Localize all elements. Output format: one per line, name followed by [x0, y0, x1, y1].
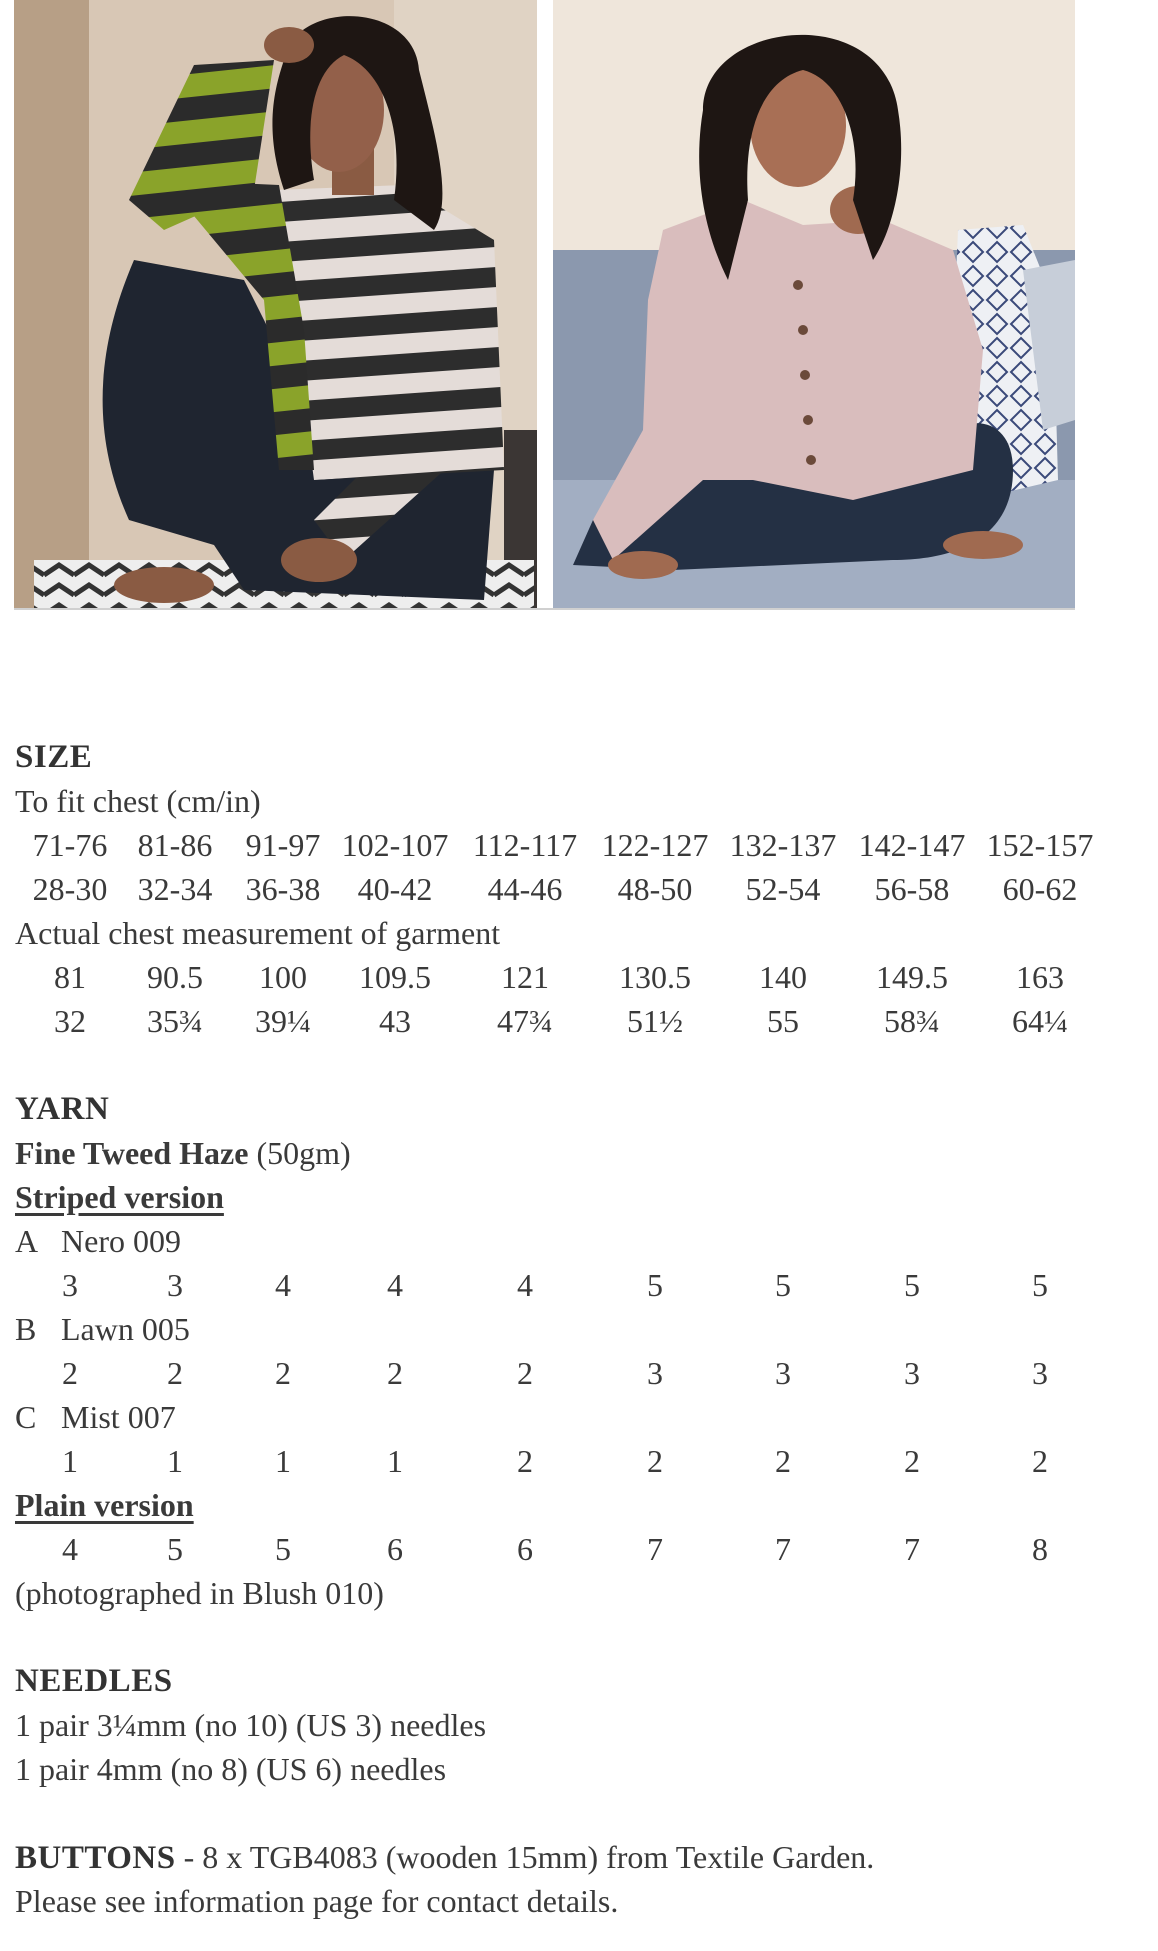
- yarn-color-c: [15, 1395, 1135, 1439]
- color-b-letter: B: [15, 1311, 37, 1347]
- fit-cm-6: 122-127: [601, 827, 709, 863]
- fit-chest-label: To fit chest (cm/in): [15, 783, 261, 819]
- plain-count-3: 5: [275, 1531, 291, 1567]
- fit-cm-3: 91-97: [245, 827, 321, 863]
- actual-in-4: 43: [379, 1003, 411, 1039]
- color-b-count-4: 2: [387, 1355, 403, 1391]
- actual-cm-3: 100: [259, 959, 307, 995]
- yarn-name-line: [15, 1131, 1135, 1175]
- color-a-name: Nero 009: [61, 1223, 181, 1259]
- color-a-count-7: 5: [775, 1267, 791, 1303]
- actual-in-2: 35¾: [147, 1003, 203, 1039]
- color-a-count-4: 4: [387, 1267, 403, 1303]
- fit-cm-2: 81-86: [137, 827, 213, 863]
- plain-count-6: 7: [647, 1531, 663, 1567]
- color-c-count-1: 1: [62, 1443, 78, 1479]
- pattern-info: [15, 735, 1135, 1923]
- color-a-letter: A: [15, 1223, 39, 1259]
- actual-in-3: 39¼: [255, 1003, 311, 1039]
- actual-cm-6: 130.5: [619, 959, 691, 995]
- actual-in-5: 47¾: [497, 1003, 553, 1039]
- fit-in-8: 56-58: [874, 871, 950, 907]
- color-a-counts: [15, 1263, 1135, 1307]
- actual-in-8: 58¾: [884, 1003, 940, 1039]
- color-a-count-9: 5: [1032, 1267, 1048, 1303]
- color-a-count-8: 5: [904, 1267, 920, 1303]
- fit-in-1: 28-30: [32, 871, 108, 907]
- yarn-weight: (50gm): [248, 1135, 351, 1171]
- plain-counts: [15, 1527, 1135, 1571]
- size-heading: SIZE: [15, 739, 93, 775]
- color-c-count-4: 1: [387, 1443, 403, 1479]
- buttons-text: - 8 x TGB4083 (wooden 15mm) from Textile Garden.: [175, 1839, 875, 1875]
- plain-count-8: 7: [904, 1531, 920, 1567]
- actual-in-6: 51½: [627, 1003, 683, 1039]
- color-c-count-6: 2: [647, 1443, 663, 1479]
- color-b-count-8: 3: [904, 1355, 920, 1391]
- color-a-count-3: 4: [275, 1267, 291, 1303]
- color-b-count-5: 2: [517, 1355, 533, 1391]
- plain-note: (photographed in Blush 010): [15, 1575, 384, 1611]
- yarn-color-b: [15, 1307, 1135, 1351]
- needle-item-1: 1 pair 3¼mm (no 10) (US 3) needles: [15, 1707, 487, 1743]
- fit-cm-4: 102-107: [341, 827, 449, 863]
- actual-cm-4: 109.5: [359, 959, 431, 995]
- color-b-count-1: 2: [62, 1355, 78, 1391]
- striped-version-label: Striped version: [15, 1179, 224, 1215]
- fit-in-6: 48-50: [617, 871, 693, 907]
- actual-in-row: [15, 999, 1135, 1043]
- actual-cm-row: [15, 955, 1135, 999]
- needles-heading: NEEDLES: [15, 1663, 173, 1699]
- fit-cm-5: 112-117: [472, 827, 578, 863]
- actual-cm-1: 81: [54, 959, 86, 995]
- plain-count-5: 6: [517, 1531, 533, 1567]
- color-c-counts: [15, 1439, 1135, 1483]
- yarn-color-a: [15, 1219, 1135, 1263]
- color-b-counts: [15, 1351, 1135, 1395]
- fit-cm-9: 152-157: [986, 827, 1094, 863]
- color-c-count-8: 2: [904, 1443, 920, 1479]
- photo-blush-cardigan: [553, 0, 1075, 609]
- fit-in-5: 44-46: [487, 871, 563, 907]
- fit-in-3: 36-38: [245, 871, 321, 907]
- actual-in-1: 32: [54, 1003, 86, 1039]
- needle-item-2: 1 pair 4mm (no 8) (US 6) needles: [15, 1751, 447, 1787]
- fit-in-7: 52-54: [745, 871, 821, 907]
- plain-version-label: Plain version: [15, 1487, 194, 1523]
- color-a-count-2: 3: [167, 1267, 183, 1303]
- actual-in-7: 55: [767, 1003, 799, 1039]
- actual-cm-8: 149.5: [876, 959, 948, 995]
- color-b-count-7: 3: [775, 1355, 791, 1391]
- photo-divider: [14, 608, 1075, 610]
- actual-chest-label: Actual chest measurement of garment: [15, 915, 501, 951]
- buttons-note: Please see information page for contact details.: [15, 1883, 619, 1919]
- color-c-count-9: 2: [1032, 1443, 1048, 1479]
- yarn-name: Fine Tweed Haze: [15, 1135, 249, 1171]
- color-c-count-2: 1: [167, 1443, 183, 1479]
- color-b-count-6: 3: [647, 1355, 663, 1391]
- buttons-line: [15, 1835, 1135, 1879]
- fit-in-row: [15, 867, 1135, 911]
- plain-count-7: 7: [775, 1531, 791, 1567]
- actual-in-9: 64¼: [1012, 1003, 1068, 1039]
- color-c-count-3: 1: [275, 1443, 291, 1479]
- fit-cm-row: [15, 823, 1135, 867]
- color-c-letter: C: [15, 1399, 37, 1435]
- color-a-count-6: 5: [647, 1267, 663, 1303]
- yarn-heading: YARN: [15, 1091, 110, 1127]
- actual-cm-9: 163: [1016, 959, 1064, 995]
- fit-in-4: 40-42: [357, 871, 433, 907]
- plain-count-4: 6: [387, 1531, 403, 1567]
- color-c-count-5: 2: [517, 1443, 533, 1479]
- photo-striped-sweater: [14, 0, 537, 609]
- color-b-name: Lawn 005: [61, 1311, 190, 1347]
- fit-cm-7: 132-137: [729, 827, 837, 863]
- buttons-heading: BUTTONS: [15, 1840, 176, 1876]
- actual-cm-7: 140: [759, 959, 807, 995]
- color-c-count-7: 2: [775, 1443, 791, 1479]
- fit-cm-1: 71-76: [32, 827, 108, 863]
- color-b-count-9: 3: [1032, 1355, 1048, 1391]
- fit-in-9: 60-62: [1002, 871, 1078, 907]
- actual-cm-5: 121: [501, 959, 549, 995]
- actual-cm-2: 90.5: [147, 959, 203, 995]
- fit-cm-8: 142-147: [858, 827, 966, 863]
- color-b-count-3: 2: [275, 1355, 291, 1391]
- color-a-count-5: 4: [517, 1267, 533, 1303]
- plain-count-9: 8: [1032, 1531, 1048, 1567]
- plain-count-2: 5: [167, 1531, 183, 1567]
- color-b-count-2: 2: [167, 1355, 183, 1391]
- plain-count-1: 4: [62, 1531, 78, 1567]
- color-a-count-1: 3: [62, 1267, 78, 1303]
- color-c-name: Mist 007: [61, 1399, 176, 1435]
- fit-in-2: 32-34: [137, 871, 213, 907]
